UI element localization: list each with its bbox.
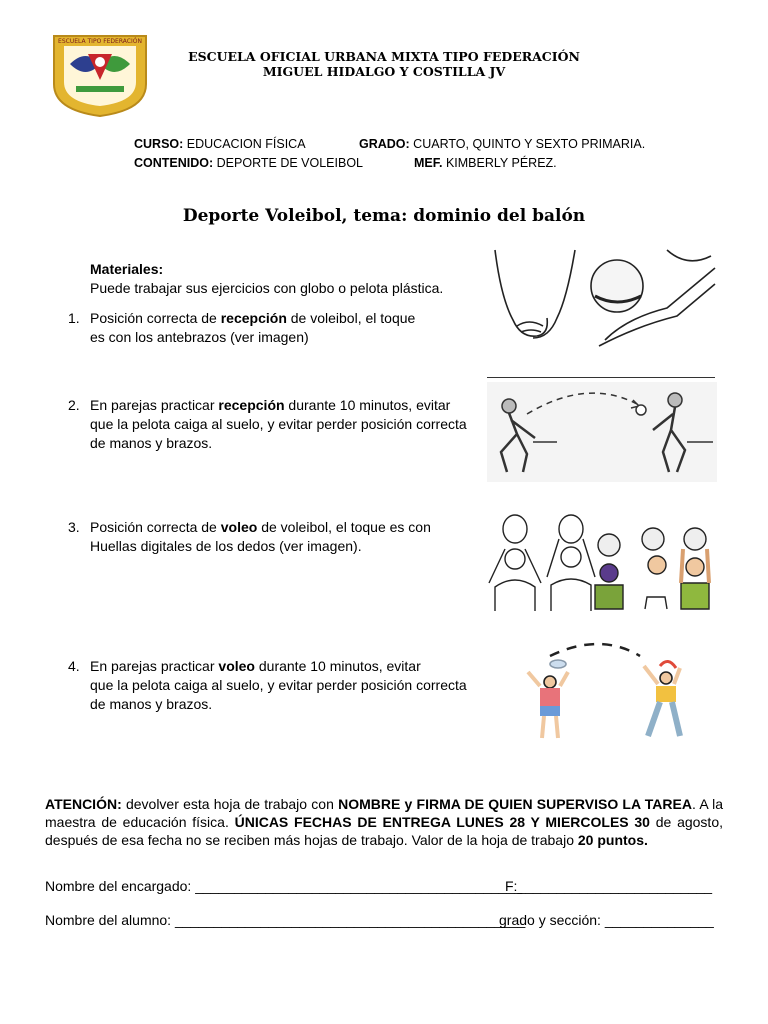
attention-note: ATENCIÓN: devolver esta hoja de trabajo con NOMBRE y FIRMA DE QUIEN SUPERVISO LA TAREA. A la maestra de educación física. ÚNICAS FECHAS DE ENTREGA LUNES 28 Y MIERCOLES 30 de agosto, después de esa fecha no se reciben más hojas de trabajo. Valor de la hoja de trabajo 20 puntos. [45,796,724,848]
list-item-2: 2. En parejas practicar recepción durante 10 minutos, evitar que la pelota caiga al suelo, y evitar perder posición correcta de manos y brazos. [68,397,467,451]
pair-set-illustration [510,638,710,748]
grade-section-line: grado y sección: ______________ [499,912,714,928]
pair-reception-illustration [487,382,717,482]
mef-field: MEF. KIMBERLY PÉREZ. [414,156,557,170]
curso-field: CURSO: EDUCACION FÍSICA [134,137,306,151]
grado-field: GRADO: CUARTO, QUINTO Y SEXTO PRIMARIA. [359,137,646,151]
school-line2: MIGUEL HIDALGO Y COSTILLA JV [262,64,506,79]
materiales-text: Puede trabajar sus ejercicios con globo o pelota plástica. [90,280,444,296]
signature-line: F:_________________________ [505,878,713,894]
school-name [0,49,768,79]
materiales-block [90,260,443,298]
divider [487,377,715,378]
student-name-line: Nombre del alumno: _____________________________________________ [45,912,526,928]
list-item-4: 4. En parejas practicar voleo durante 10 minutos, evitar que la pelota caiga al suelo, y evitar perder posición correcta de manos y brazos. [68,658,467,712]
reception-hands-illustration [487,248,717,348]
encargado-name-line: Nombre del encargado: __________________________________________ [45,878,523,894]
school-line1: ESCUELA OFICIAL URBANA MIXTA TIPO FEDERACIÓN [188,49,580,64]
list-item-1: 1. Posición correcta de recepción de voleibol, el toque es con los antebrazos (ver imagen) [68,310,416,345]
page-title: Deporte Voleibol, tema: dominio del balón [182,206,586,226]
set-position-illustration [487,513,717,613]
logo-text: ESCUELA TIPO FEDERACIÓN [58,38,142,45]
list-item-3: 3. Posición correcta de voleo de voleibol, el toque es con Huellas digitales de los dedos (ver imagen). [68,519,431,554]
contenido-field: CONTENIDO: DEPORTE DE VOLEIBOL [134,156,363,170]
materiales-label: Materiales: [90,261,164,277]
